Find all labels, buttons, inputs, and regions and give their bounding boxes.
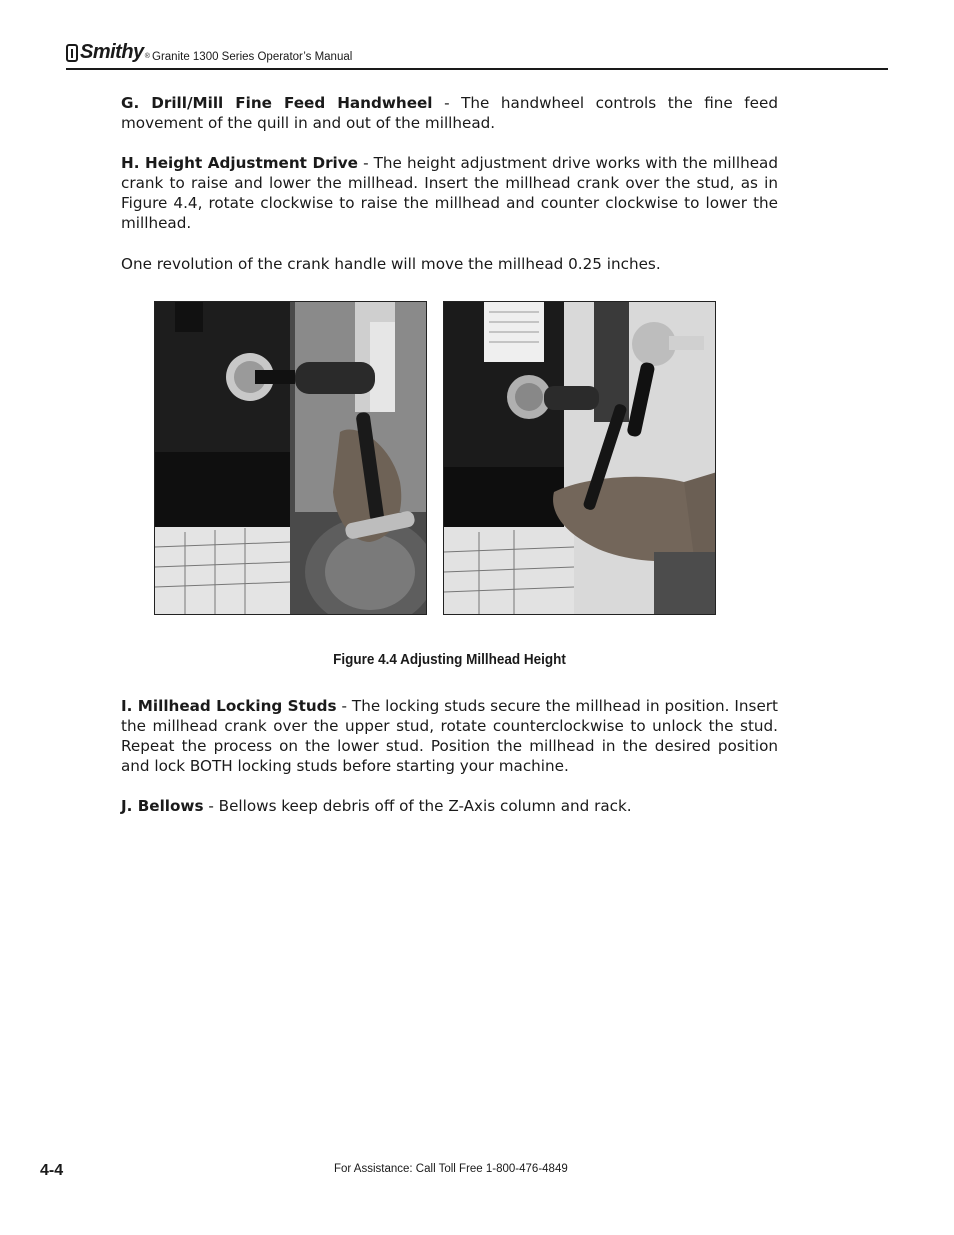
section-j-text: - Bellows keep debris off of the Z-Axis column and rack. (203, 797, 632, 815)
section-j-term: J. Bellows (121, 797, 204, 815)
section-h-text: - The height adjustment drive works with the millhead crank to raise and lower the millhead. Insert the millhead crank over the stud, as in Figure 4.4, rotate clockwise to raise the millhead and counter clockwise to lower the millhead. (121, 154, 778, 232)
section-i-locking-studs (121, 696, 778, 776)
millhead-crank-photo-right (444, 302, 716, 615)
page-number: 4-4 (40, 1162, 64, 1179)
section-i-text: - The locking studs secure the millhead in position. Insert the millhead crank over the upper stud, rotate counterclockwise to unlock the stud. Repeat the process on the lower stud. Position the millhead in the desired position and lock BOTH locking studs before starting your machine. (121, 697, 778, 775)
figure-photo-left (154, 301, 427, 615)
section-g-fine-feed-handwheel (121, 93, 778, 133)
section-h-term: H. Height Adjustment Drive (121, 154, 358, 172)
manual-title: Granite 1300 Series Operator’s Manual (152, 51, 353, 63)
section-h-height-adjustment-drive (121, 153, 778, 233)
millhead-crank-photo-left (155, 302, 427, 615)
smithy-logo (66, 42, 150, 62)
figure-caption: Figure 4.4 Adjusting Millhead Height (333, 651, 566, 668)
section-j-bellows (121, 796, 778, 816)
smithy-logo-icon (66, 44, 78, 62)
section-i-term: I. Millhead Locking Studs (121, 697, 337, 715)
section-g-text: - The handwheel controls the fine feed movement of the quill in and out of the millhead. (121, 94, 778, 132)
logo-text: Smithy (80, 41, 144, 63)
crank-revolution-note: One revolution of the crank handle will move the millhead 0.25 inches. (121, 255, 661, 273)
section-g-term: G. Drill/Mill Fine Feed Handwheel (121, 94, 433, 112)
footer-assistance: For Assistance: Call Toll Free 1-800-476-4849 (334, 1163, 568, 1175)
logo-registered-mark: ® (144, 53, 150, 60)
figure-photo-right (443, 301, 716, 615)
page-header (66, 40, 888, 70)
